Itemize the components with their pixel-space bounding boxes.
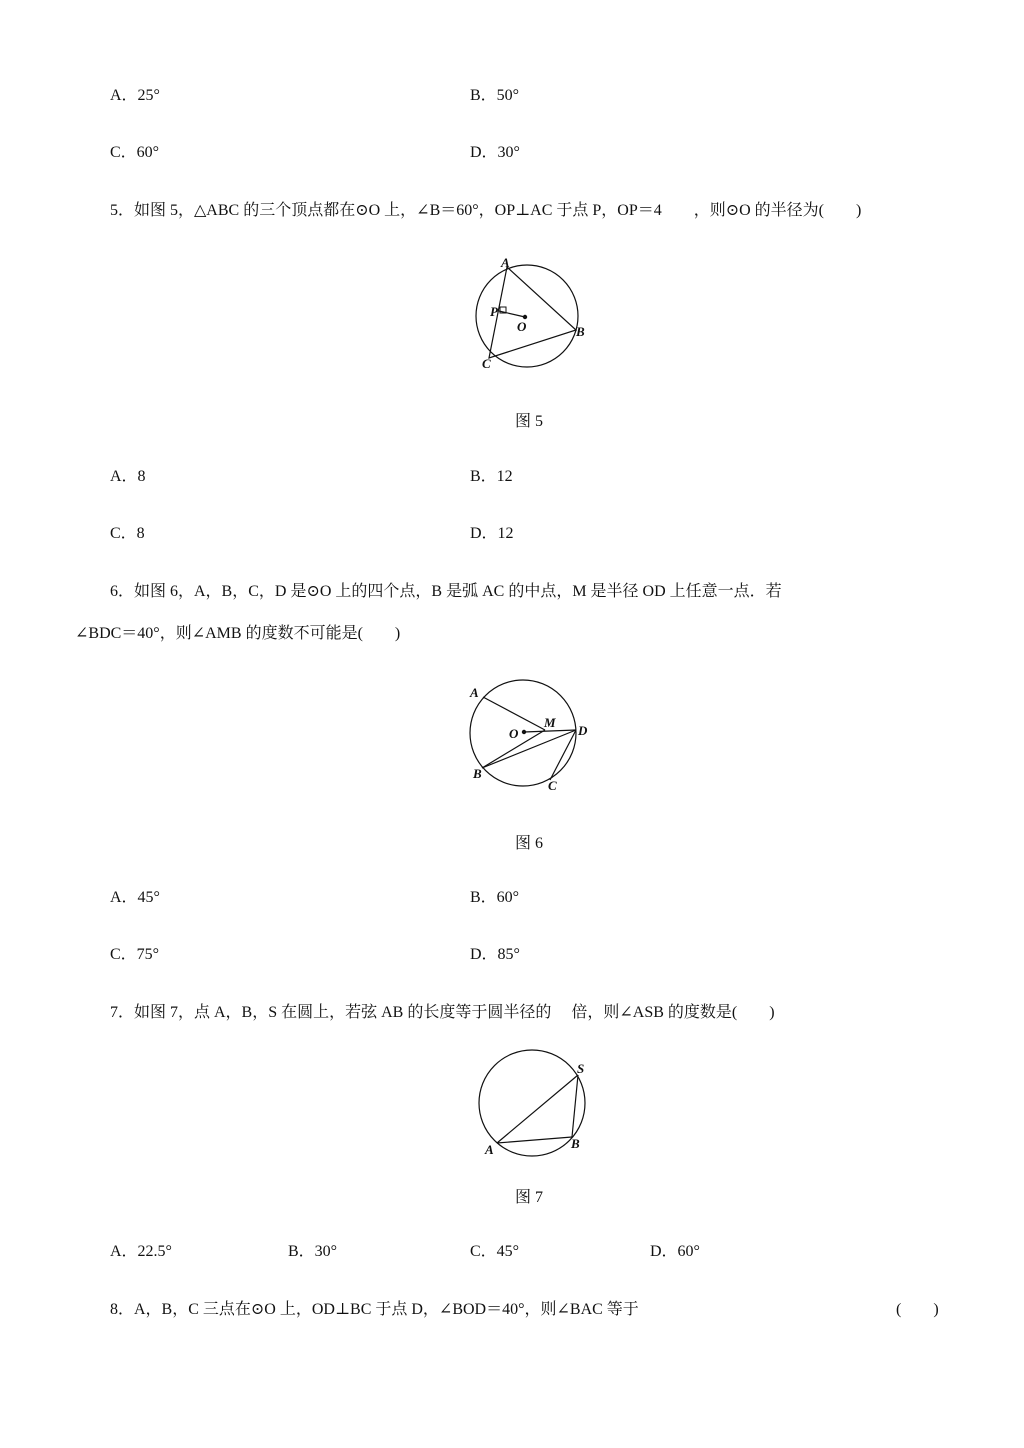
figure-7-label-b: B	[571, 1136, 580, 1151]
figure-5-label-c: C	[482, 356, 491, 371]
figure-6-label-b: B	[473, 766, 482, 781]
figure-5-caption: 图 5	[515, 413, 544, 430]
figure-7-label-a: A	[485, 1142, 494, 1157]
q4-option-c: C．60°	[110, 144, 160, 161]
q5-option-d: D．12	[470, 525, 514, 542]
figure-7-chord-ab	[497, 1137, 572, 1143]
q5-stem: 5．如图 5，△ABC 的三个顶点都在⊙O 上，∠B＝60°，OP⊥AC 于点 P，OP＝4 ，则⊙O 的半径为( )	[110, 202, 862, 219]
q4-option-a: A．25°	[110, 87, 160, 104]
q5-option-a: A．8	[110, 468, 146, 485]
q7-option-d: D．60°	[650, 1243, 700, 1260]
q6-option-c: C．75°	[110, 946, 160, 963]
q5-option-c: C．8	[110, 525, 145, 542]
figure-6-diagram	[465, 675, 600, 795]
q4-option-d: D．30°	[470, 144, 520, 161]
figure-6-radius-od	[524, 730, 576, 732]
figure-6-label-c: C	[548, 778, 557, 793]
q5-option-b: B．12	[470, 468, 513, 485]
figure-6-label-o: O	[509, 726, 519, 741]
q6-option-a: A．45°	[110, 889, 160, 906]
q7-stem: 7．如图 7，点 A，B，S 在圆上，若弦 AB 的长度等于圆半径的 倍，则∠ASB 的度数是( )	[110, 1004, 775, 1021]
figure-6-label-a: A	[470, 685, 479, 700]
q8-stem: 8．A，B，C 三点在⊙O 上，OD⊥BC 于点 D，∠BOD＝40°，则∠BAC 等于	[110, 1301, 639, 1318]
figure-7-chord-as	[497, 1075, 578, 1143]
figure-6-chord-cd	[550, 730, 576, 780]
figure-7-diagram	[475, 1053, 595, 1163]
q6-option-d: D．85°	[470, 946, 520, 963]
q6-stem-line2: ∠BDC＝40°，则∠AMB 的度数不可能是( )	[75, 625, 401, 642]
q7-option-b: B．30°	[288, 1243, 338, 1260]
figure-5-label-p: P	[490, 304, 498, 319]
figure-7-chord-sb	[572, 1075, 578, 1137]
figure-6-center-point	[522, 730, 526, 734]
figure-6-label-m: M	[544, 715, 556, 730]
figure-7-label-s: S	[577, 1061, 585, 1076]
figure-6-caption: 图 6	[515, 835, 544, 852]
q7-option-a: A．22.5°	[110, 1243, 172, 1260]
figure-6-chord-bd	[482, 730, 576, 768]
figure-5-label-o: O	[517, 319, 527, 334]
q4-option-b: B．50°	[470, 87, 520, 104]
q7-option-c: C．45°	[470, 1243, 520, 1260]
figure-5-label-b: B	[576, 324, 585, 339]
q6-option-b: B．60°	[470, 889, 520, 906]
figure-5-op-segment	[499, 311, 525, 317]
figure-5-diagram	[470, 255, 590, 375]
q6-stem-line1: 6．如图 6，A，B，C，D 是⊙O 上的四个点，B 是弧 AC 的中点，M 是半径 OD 上任意一点．若	[110, 583, 782, 600]
q8-answer-paren: ( )	[896, 1301, 939, 1318]
figure-7-caption: 图 7	[515, 1189, 544, 1206]
figure-5-label-a: A	[501, 255, 510, 270]
figure-6-label-d: D	[578, 723, 588, 738]
